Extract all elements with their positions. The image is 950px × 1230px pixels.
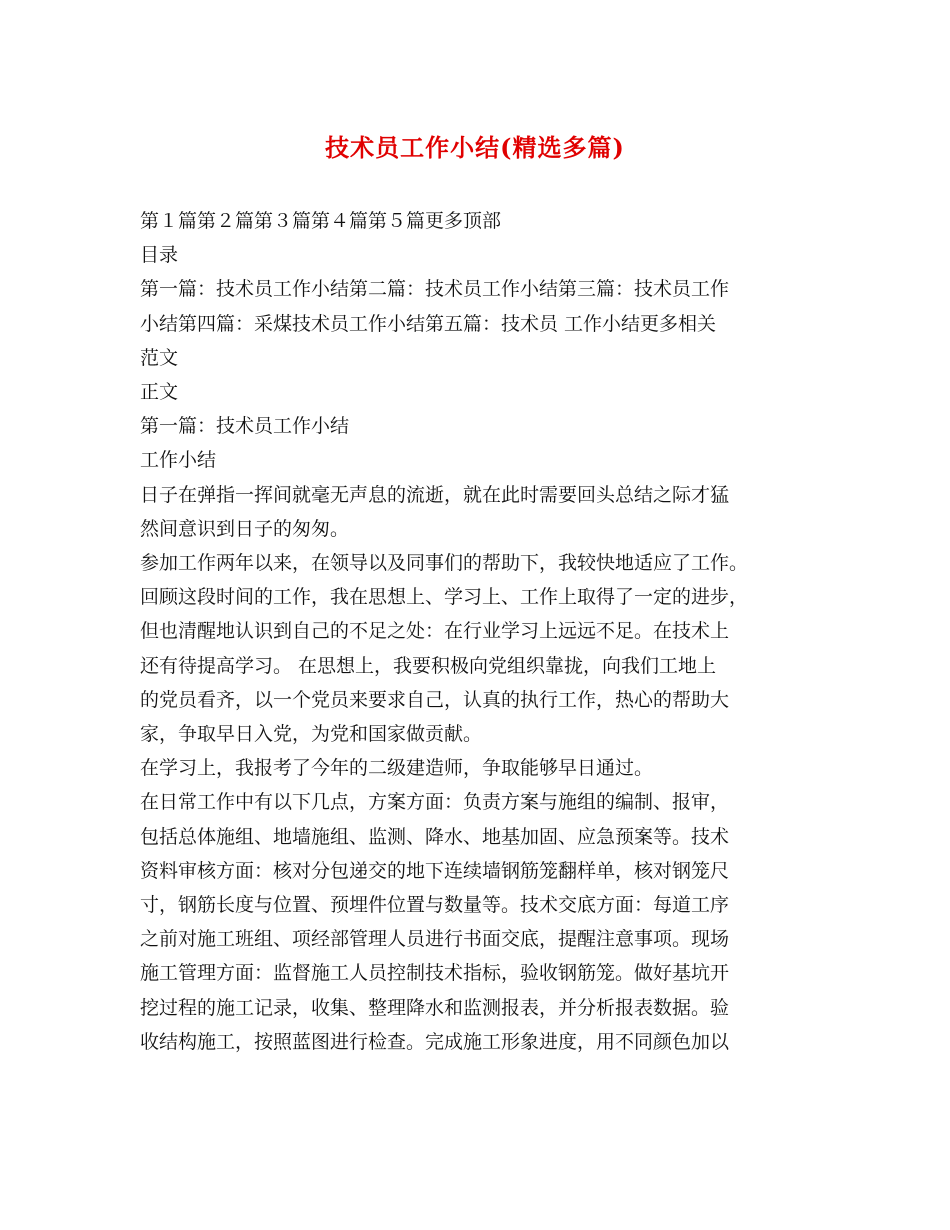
body-line: 然间意识到日子的匆匆。 [140, 517, 350, 540]
body-line: 收结构施工，按照蓝图进行检查。完成施工形象进度，用不同颜色加以 [140, 1030, 730, 1053]
body-line: 工作小结 [140, 449, 217, 472]
body-line: 在日常工作中有以下几点，方案方面：负责方案与施组的编制、报审， [140, 791, 730, 814]
body-line: 资料审核方面：核对分包递交的地下连续墙钢筋笼翻样单，核对钢笼尺 [140, 859, 730, 882]
body-line: 还有待提高学习。 在思想上，我要积极向党组织靠拢，向我们工地上 [140, 654, 717, 677]
body-line: 正文 [140, 381, 179, 404]
body-line: 的党员看齐，以一个党员来要求自己，认真的执行工作，热心的帮助大 [140, 688, 730, 711]
body-line: 施工管理方面：监督施工人员控制技术指标，验收钢筋笼。做好基坑开 [140, 962, 730, 985]
body-line: 第一篇：技术员工作小结第二篇：技术员工作小结第三篇：技术员工作 [140, 278, 730, 301]
body-line: 参加工作两年以来，在领导以及同事们的帮助下，我较快地适应了工作。 [140, 552, 749, 575]
body-line: 但也清醒地认识到自己的不足之处：在行业学习上远远不足。在技术上 [140, 620, 730, 643]
body-line: 范文 [140, 346, 179, 369]
body-line: 第一篇：技术员工作小结 [140, 415, 350, 438]
body-line: 家，争取早日入党，为党和国家做贡献。 [140, 723, 483, 746]
body-line: 回顾这段时间的工作，我在思想上、学习上、工作上取得了一定的进步， [140, 586, 749, 609]
document-body [140, 204, 820, 1059]
body-line: 小结第四篇：采煤技术员工作小结第五篇：技术员 工作小结更多相关 [140, 312, 717, 335]
body-line: 包括总体施组、地墙施组、监测、降水、地基加固、应急预案等。技术 [140, 825, 730, 848]
body-line: 挖过程的施工记录，收集、整理降水和监测报表，并分析报表数据。验 [140, 996, 730, 1019]
body-line: 日子在弹指一挥间就毫无声息的流逝，就在此时需要回头总结之际才猛 [140, 483, 730, 506]
body-line: 目录 [140, 244, 179, 267]
body-line: 第１篇第２篇第３篇第４篇第５篇更多顶部 [140, 210, 502, 232]
body-line: 寸，钢筋长度与位置、预埋件位置与数量等。技术交底方面：每道工序 [140, 894, 730, 917]
document-title: 技术员工作小结(精选多篇) [325, 133, 625, 162]
body-line: 之前对施工班组、项经部管理人员进行书面交底，提醒注意事项。现场 [140, 928, 730, 951]
body-line: 在学习上，我报考了今年的二级建造师，争取能够早日通过。 [140, 757, 654, 780]
